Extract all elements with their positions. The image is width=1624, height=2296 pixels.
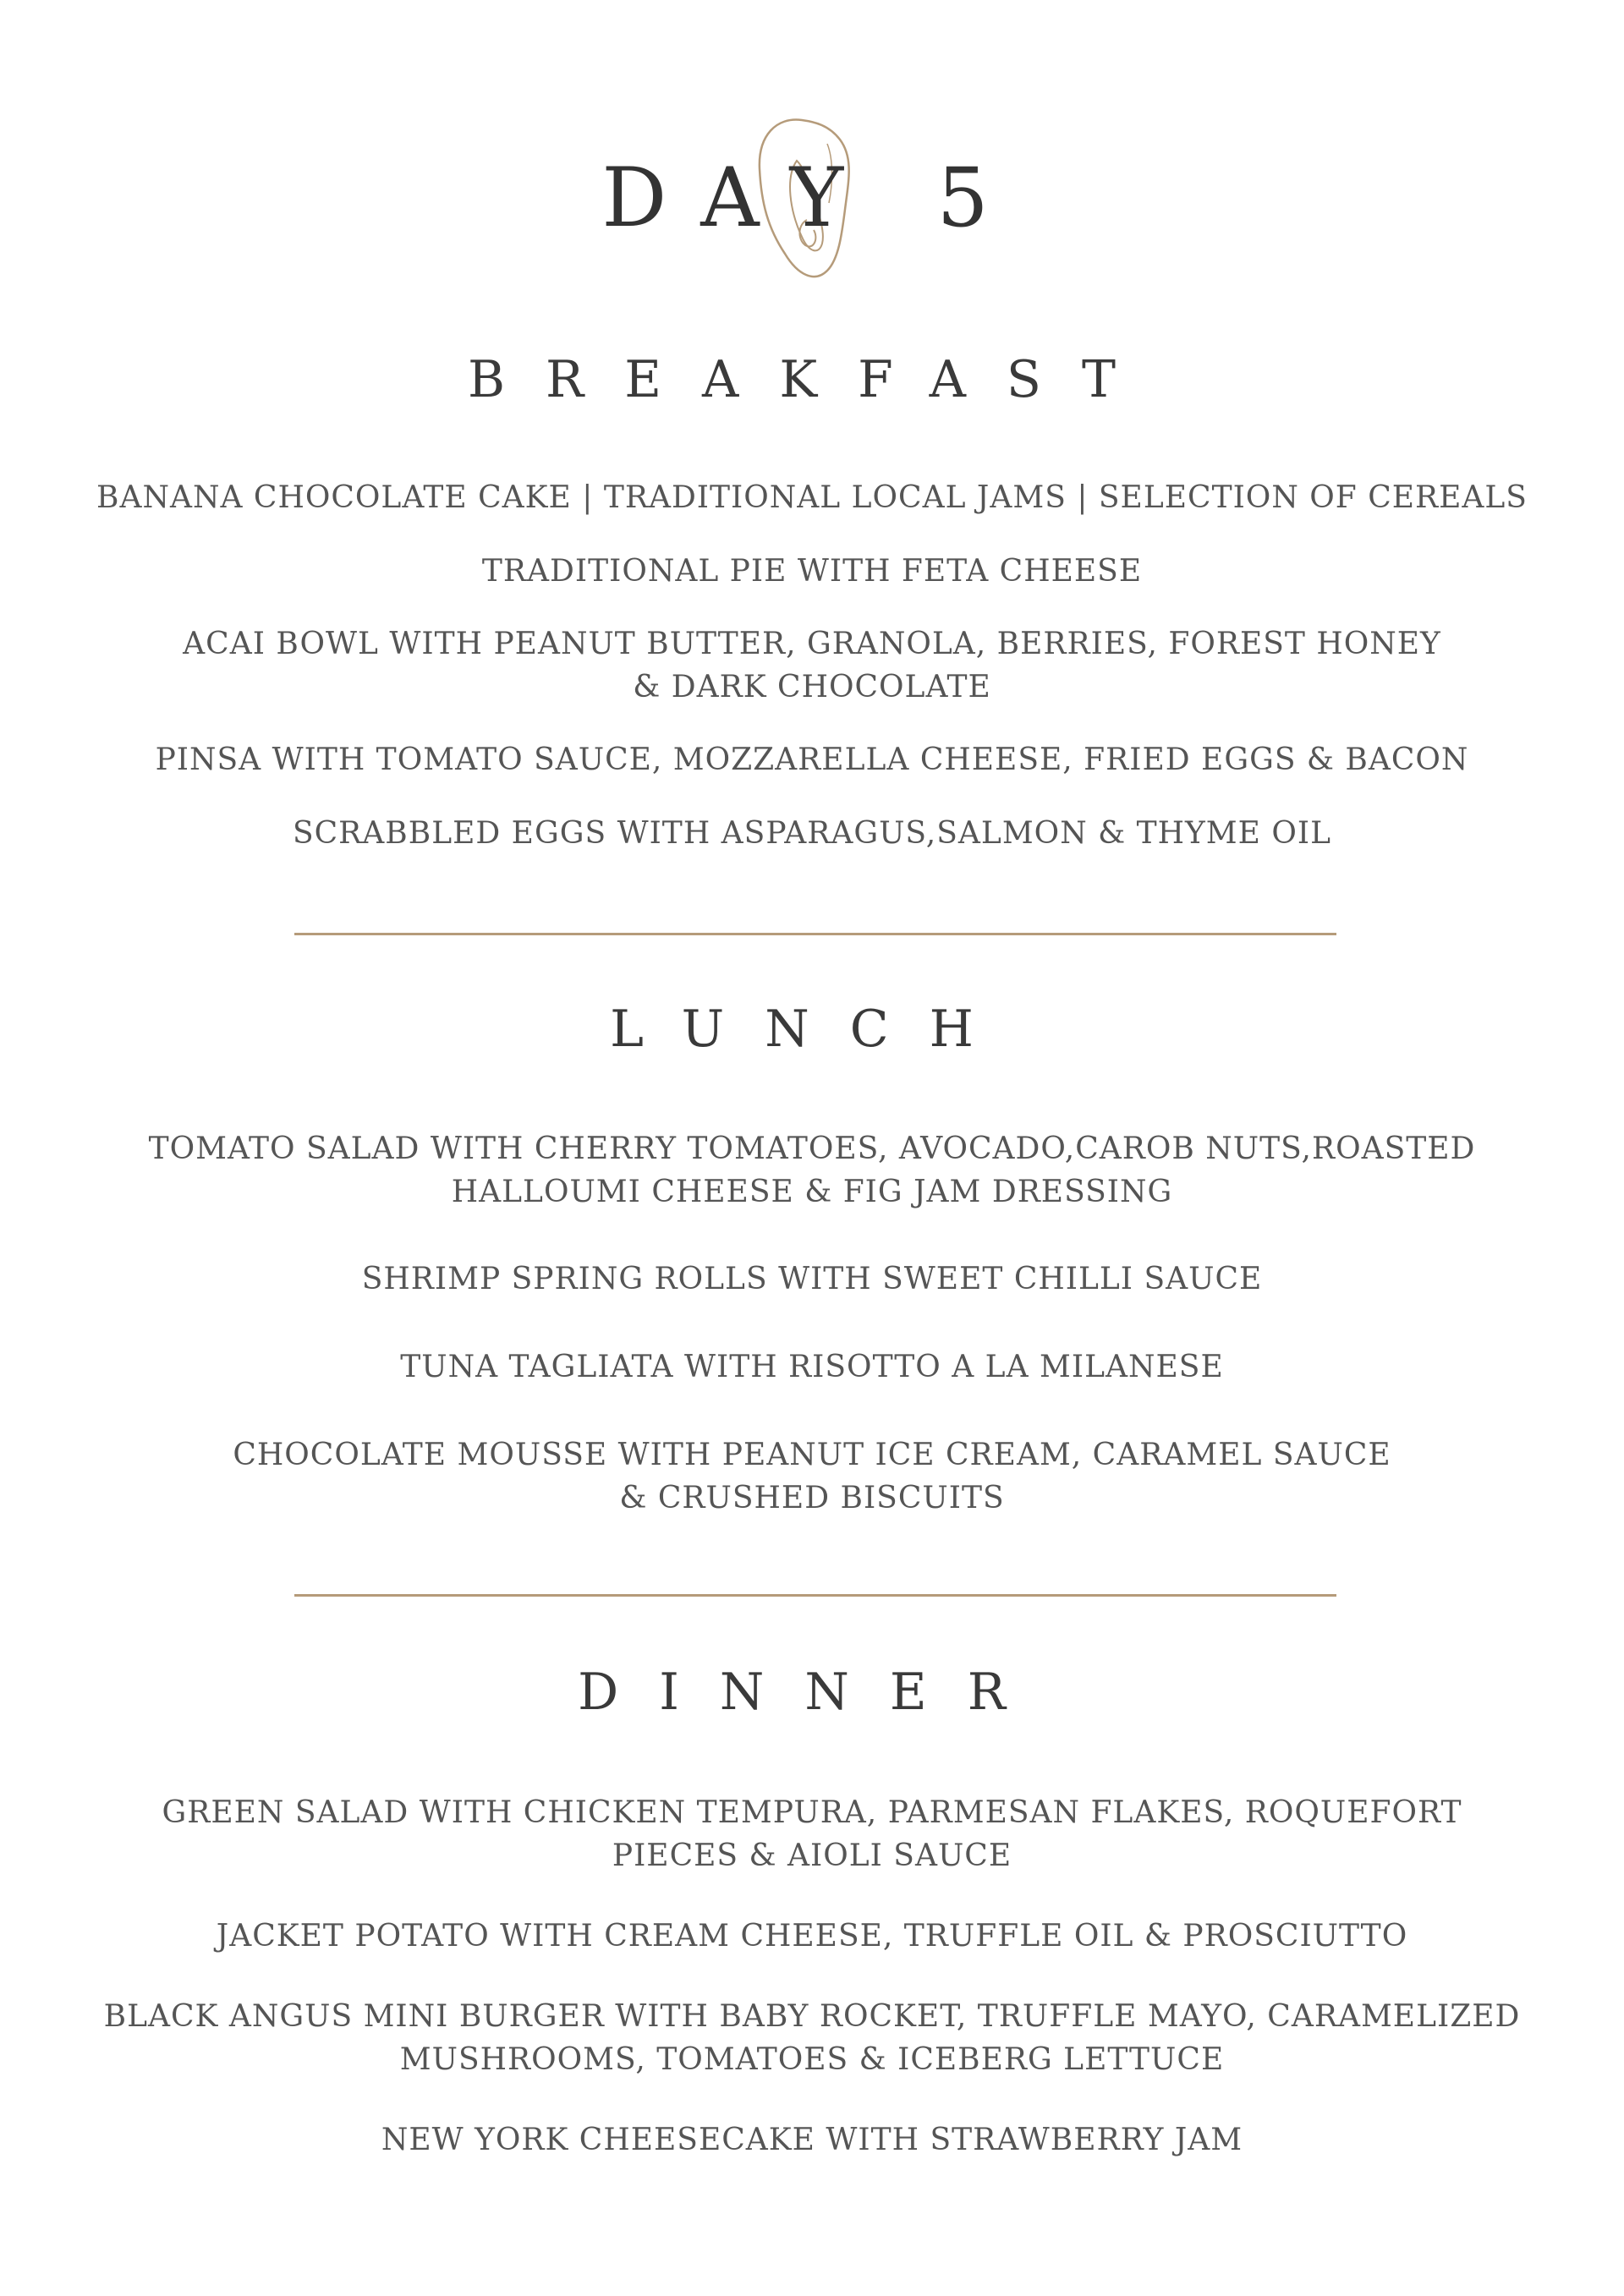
dinner-item: GREEN SALAD WITH CHICKEN TEMPURA, PARMESAN FLAKES, ROQUEFORT: [162, 1795, 1462, 1830]
breakfast-item-continued: & DARK CHOCOLATE: [633, 670, 991, 704]
dinner-item: BLACK ANGUS MINI BURGER WITH BABY ROCKET, TRUFFLE MAYO, CARAMELIZED: [103, 1999, 1521, 2034]
lunch-item: TUNA TAGLIATA WITH RISOTTO A LA MILANESE: [400, 1350, 1224, 1384]
section-divider: [294, 933, 1336, 935]
lunch-heading: LUNCH: [610, 1000, 1014, 1059]
dinner-heading: DINNER: [578, 1663, 1046, 1722]
dinner-item: JACKET POTATO WITH CREAM CHEESE, TRUFFLE OIL & PROSCIUTTO: [216, 1919, 1408, 1954]
breakfast-item: TRADITIONAL PIE WITH FETA CHEESE: [481, 554, 1143, 589]
breakfast-item: BANANA CHOCOLATE CAKE | TRADITIONAL LOCAL JAMS | SELECTION OF CEREALS: [96, 480, 1528, 515]
breakfast-item: SCRABBLED EGGS WITH ASPARAGUS,SALMON & THYME OIL: [292, 816, 1332, 851]
page-title: DAY 5: [601, 151, 1023, 245]
lunch-item: CHOCOLATE MOUSSE WITH PEANUT ICE CREAM, CARAMEL SAUCE: [233, 1438, 1391, 1472]
breakfast-item: PINSA WITH TOMATO SAUCE, MOZZARELLA CHEESE, FRIED EGGS & BACON: [155, 743, 1469, 777]
breakfast-item: ACAI BOWL WITH PEANUT BUTTER, GRANOLA, BERRIES, FOREST HONEY: [183, 627, 1441, 661]
dinner-item-continued: MUSHROOMS, TOMATOES & ICEBERG LETTUCE: [399, 2042, 1225, 2077]
lunch-item-continued: & CRUSHED BISCUITS: [619, 1481, 1005, 1515]
breakfast-heading: BREAKFAST: [467, 350, 1157, 409]
dinner-item-continued: PIECES & AIOLI SAUCE: [612, 1838, 1012, 1873]
section-divider: [294, 1594, 1336, 1597]
lunch-item: TOMATO SALAD WITH CHERRY TOMATOES, AVOCADO,CAROB NUTS,ROASTED: [148, 1132, 1476, 1166]
dinner-item: NEW YORK CHEESECAKE WITH STRAWBERRY JAM: [381, 2123, 1243, 2157]
lunch-item-continued: HALLOUMI CHEESE & FIG JAM DRESSING: [451, 1175, 1173, 1209]
lunch-item: SHRIMP SPRING ROLLS WITH SWEET CHILLI SAUCE: [361, 1262, 1263, 1296]
